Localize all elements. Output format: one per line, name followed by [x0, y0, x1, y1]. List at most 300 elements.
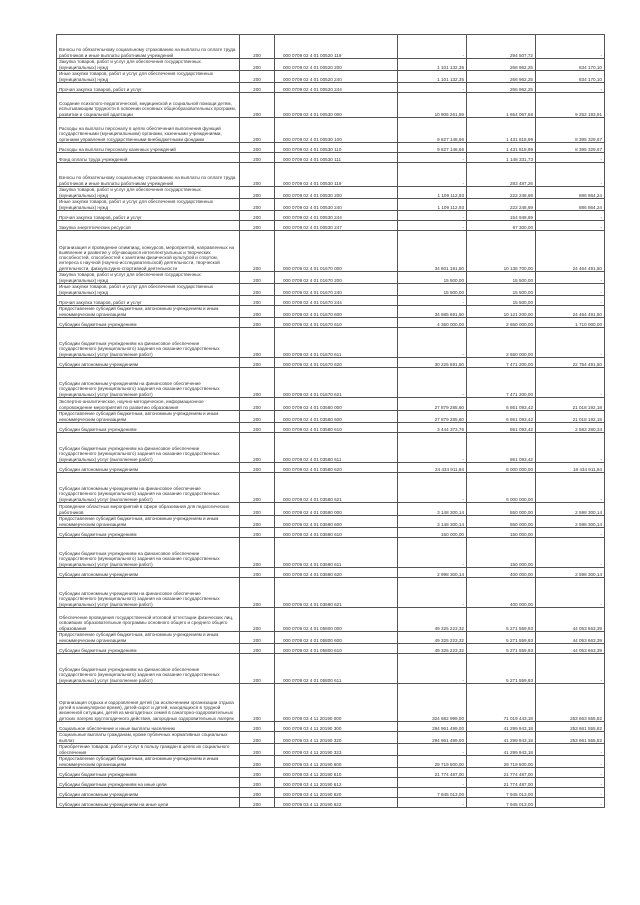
line-code-cell: 200: [240, 411, 275, 423]
line-code-cell: 200: [240, 296, 275, 306]
table-row: [57, 83, 605, 93]
unexecuted-amount-cell: -: [536, 328, 605, 358]
table-row: [57, 768, 605, 778]
expense-name-cell: Субсидии автономным учреждениям: [57, 358, 240, 368]
expense-name-cell: Субсидии автономным учреждениям на иные цели: [57, 798, 240, 808]
table-row: [57, 368, 605, 398]
budget-classification-code-cell: 000 0709 02 4 01 00530 240: [275, 199, 398, 211]
budget-classification-code-cell: 000 0709 02 4 01 00530 244: [275, 211, 398, 221]
budget-classification-code-cell: 000 0709 02 4 01 01670 000: [275, 231, 398, 272]
line-code-cell: 200: [240, 221, 275, 231]
line-code-cell: 200: [240, 473, 275, 503]
table-body: [57, 35, 605, 808]
table-row: [57, 684, 605, 722]
unexecuted-amount-cell: -: [536, 788, 605, 798]
line-code-cell: 200: [240, 722, 275, 732]
unexecuted-amount-cell: -: [536, 221, 605, 231]
expense-name-cell: Обеспечение проведения государственной итоговой аттестации физических лиц, освоивших образовательные программы основного общего и среднего общего образования: [57, 608, 240, 632]
table-row: [57, 528, 605, 538]
table-row: [57, 423, 605, 433]
line-code-cell: 200: [240, 744, 275, 756]
unexecuted-amount-cell: -: [536, 272, 605, 284]
table-row: [57, 211, 605, 221]
line-code-cell: 200: [240, 768, 275, 778]
unexecuted-amount-cell: 22 754 491,50: [536, 358, 605, 368]
executed-amount-cell: 150 000,00: [467, 538, 536, 568]
executed-amount-cell: 400 000,00: [467, 578, 536, 608]
budget-classification-code-cell: 000 0709 02 4 01 03590 610: [275, 528, 398, 538]
unexecuted-amount-cell: 8 395 329,67: [536, 143, 605, 153]
line-code-cell: 200: [240, 632, 275, 644]
budget-classification-code-cell: 000 0709 02 4 01 00530 110: [275, 143, 398, 153]
expense-name-cell: Закупка товаров, работ и услуг для обеспечения государственных (муниципальных) нужд: [57, 187, 240, 199]
approved-amount-cell: 7 945 013,00: [398, 788, 467, 798]
approved-amount-cell: -: [398, 433, 467, 463]
table-row: [57, 433, 605, 463]
line-code-cell: 200: [240, 732, 275, 744]
executed-amount-cell: 550 000,00: [467, 516, 536, 528]
budget-classification-code-cell: 000 0709 02 4 01 01670 610: [275, 318, 398, 328]
table-row: [57, 798, 605, 808]
budget-classification-code-cell: 000 0709 02 4 01 01670 620: [275, 358, 398, 368]
unexecuted-amount-cell: -: [536, 768, 605, 778]
expense-name-cell: Социальное обеспечение и иные выплаты населению: [57, 722, 240, 732]
line-code-cell: 200: [240, 778, 275, 788]
budget-classification-code-cell: 000 0709 02 4 01 00530 111: [275, 153, 398, 163]
line-code-cell: 200: [240, 71, 275, 83]
table-row: [57, 358, 605, 368]
table-row: [57, 788, 605, 798]
approved-amount-cell: -: [398, 35, 467, 59]
report-sheet: [56, 34, 602, 808]
unexecuted-amount-cell: 8 395 329,67: [536, 118, 605, 143]
table-row: [57, 318, 605, 328]
line-code-cell: 200: [240, 568, 275, 578]
executed-amount-cell: 6 861 093,42: [467, 398, 536, 411]
line-code-cell: 200: [240, 35, 275, 59]
budget-classification-code-cell: 000 0709 03 4 11 20190 000: [275, 684, 398, 722]
executed-amount-cell: 2 650 000,00: [467, 318, 536, 328]
table-row: [57, 296, 605, 306]
expense-name-cell: Иные закупки товаров, работ и услуг для обеспечения государственных (муниципальных) нужд: [57, 71, 240, 83]
expense-name-cell: Субсидии автономным учреждениям на финансовое обеспечение государственного (муниципального) задания на оказание государственных (муниципальных) услуг (выполнение работ): [57, 368, 240, 398]
budget-classification-code-cell: 000 0709 02 4 01 03580 000: [275, 398, 398, 411]
table-row: [57, 722, 605, 732]
executed-amount-cell: 5 271 559,93: [467, 644, 536, 654]
table-row: [57, 578, 605, 608]
line-code-cell: 200: [240, 211, 275, 221]
approved-amount-cell: 4 360 000,00: [398, 318, 467, 328]
executed-amount-cell: 7 471 200,00: [467, 358, 536, 368]
line-code-cell: 200: [240, 284, 275, 296]
approved-amount-cell: -: [398, 578, 467, 608]
expense-name-cell: Взносы по обязательному социальному страхованию на выплаты по оплате труда работников и иные выплаты работникам учреждений: [57, 35, 240, 59]
expense-name-cell: Экспертно-аналитическое, научно-методическое, информационное сопровождение мероприятий по развитию образования: [57, 398, 240, 411]
approved-amount-cell: -: [398, 538, 467, 568]
budget-classification-code-cell: 000 0709 02 4 01 00520 200: [275, 59, 398, 71]
unexecuted-amount-cell: -: [536, 211, 605, 221]
executed-amount-cell: 2 650 000,00: [467, 328, 536, 358]
approved-amount-cell: -: [398, 163, 467, 187]
expense-name-cell: Создание психолого-педагогической, медицинской и социальной помощи детям, испытывающим трудности в освоении основных общеобразовательных программ, развитии и социальной адаптации: [57, 93, 240, 118]
expense-name-cell: Субсидии бюджетным учреждениям: [57, 528, 240, 538]
budget-classification-code-cell: 000 0709 02 4 01 01670 621: [275, 368, 398, 398]
budget-classification-code-cell: 000 0709 02 4 01 00530 200: [275, 187, 398, 199]
expense-name-cell: Организация отдыха и оздоровления детей (за исключением организации отдыха детей в каникулярное время), детей-сирот и детей, находящихся в трудной жизненной ситуации, детей из многодетных семей в санаторно-оздоровительных детских лагерях круглогодичного действия, загородных оздоровительных лагерях: [57, 684, 240, 722]
approved-amount-cell: 324 682 999,00: [398, 684, 467, 722]
table-row: [57, 608, 605, 632]
approved-amount-cell: 49 325 223,32: [398, 632, 467, 644]
line-code-cell: 200: [240, 684, 275, 722]
unexecuted-amount-cell: 9 252 193,91: [536, 93, 605, 118]
executed-amount-cell: 15 500,00: [467, 284, 536, 296]
line-code-cell: 200: [240, 83, 275, 93]
executed-amount-cell: 154 948,69: [467, 211, 536, 221]
line-code-cell: 200: [240, 153, 275, 163]
approved-amount-cell: 27 879 285,60: [398, 398, 467, 411]
line-code-cell: 200: [240, 163, 275, 187]
approved-amount-cell: 34 601 191,50: [398, 231, 467, 272]
expense-name-cell: Субсидии бюджетным учреждениям: [57, 644, 240, 654]
unexecuted-amount-cell: -: [536, 153, 605, 163]
budget-classification-code-cell: 000 0709 02 4 01 00520 240: [275, 71, 398, 83]
approved-amount-cell: -: [398, 798, 467, 808]
line-code-cell: 200: [240, 756, 275, 768]
line-code-cell: 200: [240, 423, 275, 433]
approved-amount-cell: 49 325 223,32: [398, 608, 467, 632]
budget-classification-code-cell: 000 0709 03 4 11 20190 320: [275, 732, 398, 744]
expense-name-cell: Расходы на выплаты персоналу казенных учреждений: [57, 143, 240, 153]
approved-amount-cell: 34 585 691,50: [398, 306, 467, 318]
executed-amount-cell: 266 962,25: [467, 83, 536, 93]
table-row: [57, 328, 605, 358]
expense-name-cell: Прочая закупка товаров, работ и услуг: [57, 296, 240, 306]
unexecuted-amount-cell: 834 170,10: [536, 71, 605, 83]
unexecuted-amount-cell: 24 464 491,50: [536, 306, 605, 318]
table-row: [57, 538, 605, 568]
expense-name-cell: Субсидии бюджетным учреждениям на финансовое обеспечение государственного (муниципального) задания на оказание государственных (муниципальных) услуг (выполнение работ): [57, 654, 240, 684]
table-row: [57, 118, 605, 143]
line-code-cell: 200: [240, 143, 275, 153]
executed-amount-cell: 400 000,00: [467, 568, 536, 578]
line-code-cell: 200: [240, 608, 275, 632]
approved-amount-cell: -: [398, 211, 467, 221]
approved-amount-cell: 294 961 499,00: [398, 722, 467, 732]
budget-classification-code-cell: 000 0709 02 4 01 03580 621: [275, 473, 398, 503]
expense-name-cell: Субсидии бюджетным учреждениям: [57, 318, 240, 328]
budget-classification-code-cell: 000 0709 02 4 01 00530 000: [275, 93, 398, 118]
executed-amount-cell: 71 019 443,18: [467, 684, 536, 722]
unexecuted-amount-cell: 21 018 192,18: [536, 411, 605, 423]
budget-classification-code-cell: 000 0709 03 4 11 20190 600: [275, 756, 398, 768]
budget-classification-code-cell: 000 0709 02 4 01 03580 600: [275, 411, 398, 423]
expense-name-cell: Закупка товаров, работ и услуг для обеспечения государственных (муниципальных) нужд: [57, 59, 240, 71]
expense-name-cell: Приобретение товаров, работ и услуг в пользу граждан в целях их социального обеспечения: [57, 744, 240, 756]
executed-amount-cell: 283 487,26: [467, 163, 536, 187]
approved-amount-cell: 294 961 499,00: [398, 732, 467, 744]
executed-amount-cell: 10 121 200,00: [467, 306, 536, 318]
unexecuted-amount-cell: 253 663 555,82: [536, 684, 605, 722]
budget-classification-code-cell: 000 0709 02 4 01 03590 600: [275, 516, 398, 528]
expense-name-cell: Закупка товаров, работ и услуг для обеспечения государственных (муниципальных) нужд: [57, 272, 240, 284]
expense-name-cell: Предоставление субсидий бюджетным, автономным учреждениям и иным некоммерческим организациям: [57, 756, 240, 768]
table-row: [57, 411, 605, 423]
table-row: [57, 231, 605, 272]
table-row: [57, 503, 605, 516]
budget-classification-code-cell: 000 0709 02 4 01 03580 620: [275, 463, 398, 473]
line-code-cell: 200: [240, 368, 275, 398]
unexecuted-amount-cell: -: [536, 654, 605, 684]
approved-amount-cell: -: [398, 744, 467, 756]
approved-amount-cell: 15 500,00: [398, 284, 467, 296]
approved-amount-cell: 3 444 373,76: [398, 423, 467, 433]
executed-amount-cell: 1 148 331,73: [467, 153, 536, 163]
expense-name-cell: Проведение областных мероприятий в сфере образования для педагогических работников: [57, 503, 240, 516]
approved-amount-cell: 2 998 300,14: [398, 568, 467, 578]
expense-name-cell: Субсидии автономным учреждениям: [57, 568, 240, 578]
approved-amount-cell: 24 434 911,84: [398, 463, 467, 473]
table-row: [57, 756, 605, 768]
line-code-cell: 200: [240, 463, 275, 473]
approved-amount-cell: 21 774 487,00: [398, 768, 467, 778]
unexecuted-amount-cell: -: [536, 296, 605, 306]
executed-amount-cell: 150 000,00: [467, 528, 536, 538]
budget-classification-code-cell: 000 0709 02 4 01 00530 119: [275, 163, 398, 187]
expenditure-table: [56, 34, 605, 808]
table-row: [57, 59, 605, 71]
expense-name-cell: Субсидии автономным учреждениям: [57, 463, 240, 473]
expense-name-cell: Субсидии автономным учреждениям: [57, 788, 240, 798]
expense-name-cell: Взносы по обязательному социальному страхованию на выплаты по оплате труда работников и иные выплаты работникам учреждений: [57, 163, 240, 187]
unexecuted-amount-cell: 44 053 663,39: [536, 632, 605, 644]
budget-classification-code-cell: 000 0709 02 4 01 00530 247: [275, 221, 398, 231]
table-row: [57, 644, 605, 654]
executed-amount-cell: 6 000 000,00: [467, 463, 536, 473]
executed-amount-cell: 1 654 067,68: [467, 93, 536, 118]
unexecuted-amount-cell: 2 598 300,14: [536, 503, 605, 516]
table-row: [57, 778, 605, 788]
budget-classification-code-cell: 000 0709 02 4 01 03580 611: [275, 433, 398, 463]
budget-classification-code-cell: 000 0709 03 4 11 20190 300: [275, 722, 398, 732]
line-code-cell: 200: [240, 318, 275, 328]
table-row: [57, 744, 605, 756]
executed-amount-cell: 7 471 200,00: [467, 368, 536, 398]
table-row: [57, 163, 605, 187]
line-code-cell: 200: [240, 118, 275, 143]
budget-classification-code-cell: 000 0709 02 4 01 01670 244: [275, 296, 398, 306]
line-code-cell: 200: [240, 187, 275, 199]
table-row: [57, 398, 605, 411]
table-row: [57, 632, 605, 644]
unexecuted-amount-cell: 253 661 555,82: [536, 732, 605, 744]
approved-amount-cell: -: [398, 296, 467, 306]
line-code-cell: 200: [240, 798, 275, 808]
unexecuted-amount-cell: 253 661 555,82: [536, 722, 605, 732]
budget-classification-code-cell: 000 0709 03 4 11 20190 610: [275, 768, 398, 778]
expense-name-cell: Предоставление субсидий бюджетным, автономным учреждениям и иным некоммерческим организациям: [57, 632, 240, 644]
expense-name-cell: Субсидии бюджетным учреждениям на финансовое обеспечение государственного (муниципального) задания на оказание государственных (муниципальных) услуг (выполнение работ): [57, 328, 240, 358]
executed-amount-cell: 15 500,00: [467, 272, 536, 284]
budget-classification-code-cell: 000 0709 02 4 01 05800 600: [275, 632, 398, 644]
expense-name-cell: Организация и проведение олимпиад, конкурсов, мероприятий, направленных на выявление и развитие у обучающихся интеллектуальных и творческих способностей, способностей к занятиям физической культурой и спортом, интереса к научной (научно-исследовательской) деятельности, творческой деятельности, физкультурно-спортивной деятельности: [57, 231, 240, 272]
unexecuted-amount-cell: 886 864,24: [536, 199, 605, 211]
budget-classification-code-cell: 000 0709 03 4 11 20190 323: [275, 744, 398, 756]
budget-classification-code-cell: 000 0709 03 4 11 20190 612: [275, 778, 398, 788]
unexecuted-amount-cell: -: [536, 528, 605, 538]
table-row: [57, 221, 605, 231]
expense-name-cell: Субсидии бюджетным учреждениям на финансовое обеспечение государственного (муниципального) задания на оказание государственных (муниципальных) услуг (выполнение работ): [57, 433, 240, 463]
line-code-cell: 200: [240, 358, 275, 368]
executed-amount-cell: 861 093,42: [467, 433, 536, 463]
expense-name-cell: Иные закупки товаров, работ и услуг для обеспечения государственных (муниципальных) нужд: [57, 199, 240, 211]
line-code-cell: 200: [240, 199, 275, 211]
unexecuted-amount-cell: -: [536, 163, 605, 187]
line-code-cell: 200: [240, 528, 275, 538]
table-row: [57, 93, 605, 118]
executed-amount-cell: 7 945 013,00: [467, 788, 536, 798]
budget-classification-code-cell: 000 0709 02 4 01 01670 200: [275, 272, 398, 284]
table-row: [57, 473, 605, 503]
expense-name-cell: Фонд оплаты труда учреждений: [57, 153, 240, 163]
line-code-cell: 200: [240, 644, 275, 654]
executed-amount-cell: 41 299 943,18: [467, 722, 536, 732]
approved-amount-cell: -: [398, 654, 467, 684]
expense-name-cell: Социальные выплаты гражданам, кроме публичных нормативных социальных выплат: [57, 732, 240, 744]
executed-amount-cell: 1 431 818,99: [467, 118, 536, 143]
budget-classification-code-cell: 000 0709 02 4 01 03590 620: [275, 568, 398, 578]
executed-amount-cell: 21 774 487,00: [467, 768, 536, 778]
unexecuted-amount-cell: 18 434 911,84: [536, 463, 605, 473]
line-code-cell: 200: [240, 538, 275, 568]
executed-amount-cell: 6 000 000,00: [467, 473, 536, 503]
table-row: [57, 284, 605, 296]
expense-name-cell: Закупка энергетических ресурсов: [57, 221, 240, 231]
executed-amount-cell: 222 248,69: [467, 199, 536, 211]
budget-classification-code-cell: 000 0709 02 4 01 03580 610: [275, 423, 398, 433]
approved-amount-cell: 30 225 691,50: [398, 358, 467, 368]
budget-classification-code-cell: 000 0709 03 4 11 20190 622: [275, 798, 398, 808]
approved-amount-cell: 3 148 300,14: [398, 516, 467, 528]
table-row: [57, 153, 605, 163]
expense-name-cell: Субсидии автономным учреждениям на финансовое обеспечение государственного (муниципального) задания на оказание государственных (муниципальных) услуг (выполнение работ): [57, 473, 240, 503]
executed-amount-cell: 10 136 700,00: [467, 231, 536, 272]
line-code-cell: 200: [240, 433, 275, 463]
unexecuted-amount-cell: 2 598 300,14: [536, 516, 605, 528]
budget-classification-code-cell: 000 0709 02 4 01 00520 119: [275, 35, 398, 59]
budget-classification-code-cell: 000 0709 02 4 01 00530 100: [275, 118, 398, 143]
executed-amount-cell: 6 861 093,42: [467, 411, 536, 423]
unexecuted-amount-cell: 44 053 663,39: [536, 608, 605, 632]
executed-amount-cell: 294 507,72: [467, 35, 536, 59]
executed-amount-cell: 266 962,25: [467, 59, 536, 71]
approved-amount-cell: -: [398, 778, 467, 788]
unexecuted-amount-cell: -: [536, 578, 605, 608]
unexecuted-amount-cell: 21 018 192,18: [536, 398, 605, 411]
table-row: [57, 71, 605, 83]
executed-amount-cell: 5 271 559,93: [467, 608, 536, 632]
expense-name-cell: Субсидии бюджетным учреждениям: [57, 768, 240, 778]
executed-amount-cell: 1 431 818,99: [467, 143, 536, 153]
expense-name-cell: Расходы на выплаты персоналу в целях обеспечения выполнения функций государственными (муниципальными) органами, казенными учреждениями, органами управления государственными внебюджетными фондами: [57, 118, 240, 143]
expense-name-cell: Предоставление субсидий бюджетным, автономным учреждениям и иным некоммерческим организациям: [57, 516, 240, 528]
expense-name-cell: Прочая закупка товаров, работ и услуг: [57, 211, 240, 221]
executed-amount-cell: 67 300,00: [467, 221, 536, 231]
executed-amount-cell: 266 962,25: [467, 71, 536, 83]
budget-classification-code-cell: 000 0709 02 4 01 05800 000: [275, 608, 398, 632]
table-row: [57, 654, 605, 684]
line-code-cell: 200: [240, 328, 275, 358]
approved-amount-cell: 29 719 500,00: [398, 756, 467, 768]
executed-amount-cell: 861 093,42: [467, 423, 536, 433]
executed-amount-cell: 222 248,69: [467, 187, 536, 199]
budget-classification-code-cell: 000 0709 02 4 01 01670 611: [275, 328, 398, 358]
unexecuted-amount-cell: -: [536, 538, 605, 568]
approved-amount-cell: -: [398, 473, 467, 503]
table-row: [57, 272, 605, 284]
executed-amount-cell: 15 500,00: [467, 296, 536, 306]
approved-amount-cell: -: [398, 83, 467, 93]
expense-name-cell: Предоставление субсидий бюджетным, автономным учреждениям и иным некоммерческим организациям: [57, 411, 240, 423]
unexecuted-amount-cell: 834 170,10: [536, 59, 605, 71]
unexecuted-amount-cell: -: [536, 368, 605, 398]
unexecuted-amount-cell: -: [536, 756, 605, 768]
table-row: [57, 516, 605, 528]
approved-amount-cell: -: [398, 153, 467, 163]
line-code-cell: 200: [240, 398, 275, 411]
expense-name-cell: Субсидии бюджетным учреждениям на финансовое обеспечение государственного (муниципального) задания на оказание государственных (муниципальных) услуг (выполнение работ): [57, 538, 240, 568]
table-row: [57, 199, 605, 211]
table-row: [57, 143, 605, 153]
budget-classification-code-cell: 000 0709 02 4 01 03590 000: [275, 503, 398, 516]
unexecuted-amount-cell: -: [536, 778, 605, 788]
table-row: [57, 568, 605, 578]
unexecuted-amount-cell: -: [536, 798, 605, 808]
budget-classification-code-cell: 000 0709 02 4 01 00520 244: [275, 83, 398, 93]
line-code-cell: 200: [240, 231, 275, 272]
expense-name-cell: Субсидии бюджетным учреждениям: [57, 423, 240, 433]
approved-amount-cell: 9 827 148,66: [398, 143, 467, 153]
expense-name-cell: Иные закупки товаров, работ и услуг для обеспечения государственных (муниципальных) нужд: [57, 284, 240, 296]
line-code-cell: 200: [240, 654, 275, 684]
expense-name-cell: Предоставление субсидий бюджетным, автономным учреждениям и иным некоммерческим организациям: [57, 306, 240, 318]
approved-amount-cell: 49 325 223,32: [398, 644, 467, 654]
line-code-cell: 200: [240, 578, 275, 608]
table-row: [57, 306, 605, 318]
executed-amount-cell: 21 774 487,00: [467, 778, 536, 788]
table-row: [57, 463, 605, 473]
budget-classification-code-cell: 000 0709 02 4 01 03590 621: [275, 578, 398, 608]
unexecuted-amount-cell: -: [536, 433, 605, 463]
expense-name-cell: Субсидии автономным учреждениям на финансовое обеспечение государственного (муниципального) задания на оказание государственных (муниципальных) услуг (выполнение работ): [57, 578, 240, 608]
approved-amount-cell: -: [398, 368, 467, 398]
line-code-cell: 200: [240, 59, 275, 71]
approved-amount-cell: 10 906 261,59: [398, 93, 467, 118]
line-code-cell: 200: [240, 503, 275, 516]
unexecuted-amount-cell: -: [536, 473, 605, 503]
approved-amount-cell: 3 148 300,14: [398, 503, 467, 516]
budget-classification-code-cell: 000 0709 03 4 11 20190 620: [275, 788, 398, 798]
approved-amount-cell: -: [398, 221, 467, 231]
unexecuted-amount-cell: 886 864,24: [536, 187, 605, 199]
approved-amount-cell: 15 500,00: [398, 272, 467, 284]
budget-classification-code-cell: 000 0709 02 4 01 05800 610: [275, 644, 398, 654]
executed-amount-cell: 29 719 500,00: [467, 756, 536, 768]
executed-amount-cell: 41 299 943,18: [467, 744, 536, 756]
executed-amount-cell: 550 000,00: [467, 503, 536, 516]
line-code-cell: 200: [240, 516, 275, 528]
line-code-cell: 200: [240, 272, 275, 284]
approved-amount-cell: 9 827 148,66: [398, 118, 467, 143]
